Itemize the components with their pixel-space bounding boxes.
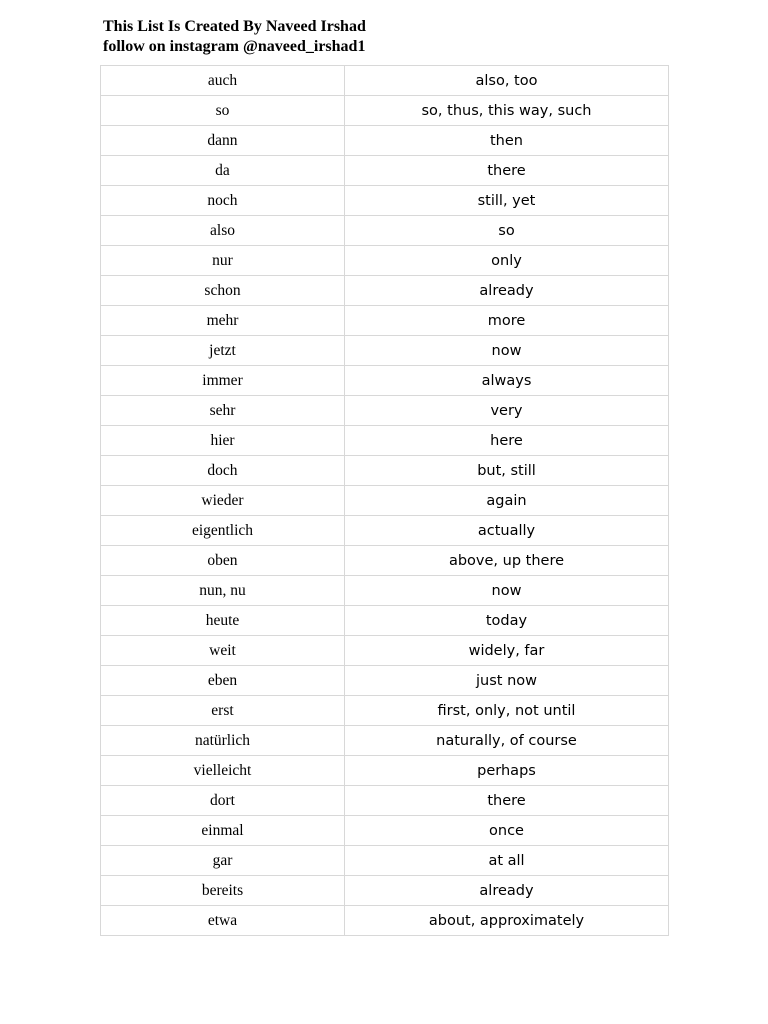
english-translation-cell: widely, far <box>345 636 669 666</box>
english-translation-cell: more <box>345 306 669 336</box>
table-row <box>101 216 669 246</box>
german-word-cell: gar <box>101 846 345 876</box>
german-word-cell: mehr <box>101 306 345 336</box>
german-word-cell: sehr <box>101 396 345 426</box>
english-translation-cell: once <box>345 816 669 846</box>
german-word-cell: etwa <box>101 906 345 936</box>
table-row <box>101 816 669 846</box>
english-translation-cell: perhaps <box>345 756 669 786</box>
table-row <box>101 726 669 756</box>
instagram-handle: follow on instagram @naveed_irshad1 <box>103 38 366 55</box>
table-row <box>101 276 669 306</box>
english-translation-cell: at all <box>345 846 669 876</box>
german-word-cell: einmal <box>101 816 345 846</box>
english-translation-cell: only <box>345 246 669 276</box>
english-translation-cell: very <box>345 396 669 426</box>
german-word-cell: wieder <box>101 486 345 516</box>
english-translation-cell: so <box>345 216 669 246</box>
vocabulary-table-body <box>101 66 669 936</box>
table-row <box>101 606 669 636</box>
table-row <box>101 546 669 576</box>
english-translation-cell: already <box>345 876 669 906</box>
english-translation-cell: about, approximately <box>345 906 669 936</box>
table-row <box>101 486 669 516</box>
german-word-cell: nur <box>101 246 345 276</box>
table-row <box>101 786 669 816</box>
german-word-cell: nun, nu <box>101 576 345 606</box>
author-credit: This List Is Created By Naveed Irshad <box>103 18 366 35</box>
table-row <box>101 396 669 426</box>
table-row <box>101 306 669 336</box>
german-word-cell: hier <box>101 426 345 456</box>
german-word-cell: da <box>101 156 345 186</box>
table-row <box>101 696 669 726</box>
english-translation-cell: naturally, of course <box>345 726 669 756</box>
german-word-cell: immer <box>101 366 345 396</box>
english-translation-cell: just now <box>345 666 669 696</box>
german-word-cell: erst <box>101 696 345 726</box>
english-translation-cell: then <box>345 126 669 156</box>
table-row <box>101 666 669 696</box>
table-row <box>101 876 669 906</box>
german-word-cell: dann <box>101 126 345 156</box>
german-word-cell: bereits <box>101 876 345 906</box>
table-row <box>101 576 669 606</box>
english-translation-cell: actually <box>345 516 669 546</box>
english-translation-cell: so, thus, this way, such <box>345 96 669 126</box>
german-word-cell: weit <box>101 636 345 666</box>
table-row <box>101 846 669 876</box>
german-word-cell: dort <box>101 786 345 816</box>
english-translation-cell: still, yet <box>345 186 669 216</box>
german-word-cell: eigentlich <box>101 516 345 546</box>
english-translation-cell: first, only, not until <box>345 696 669 726</box>
table-row <box>101 186 669 216</box>
german-word-cell: vielleicht <box>101 756 345 786</box>
table-row <box>101 126 669 156</box>
table-row <box>101 516 669 546</box>
table-row <box>101 906 669 936</box>
english-translation-cell: but, still <box>345 456 669 486</box>
german-word-cell: noch <box>101 186 345 216</box>
table-row <box>101 156 669 186</box>
german-word-cell: doch <box>101 456 345 486</box>
english-translation-cell: there <box>345 156 669 186</box>
table-row <box>101 456 669 486</box>
table-row <box>101 246 669 276</box>
english-translation-cell: again <box>345 486 669 516</box>
table-row <box>101 336 669 366</box>
table-row <box>101 636 669 666</box>
english-translation-cell: already <box>345 276 669 306</box>
table-row <box>101 366 669 396</box>
german-word-cell: so <box>101 96 345 126</box>
english-translation-cell: there <box>345 786 669 816</box>
german-word-cell: schon <box>101 276 345 306</box>
german-word-cell: jetzt <box>101 336 345 366</box>
table-row <box>101 96 669 126</box>
german-word-cell: eben <box>101 666 345 696</box>
english-translation-cell: above, up there <box>345 546 669 576</box>
english-translation-cell: also, too <box>345 66 669 96</box>
english-translation-cell: now <box>345 336 669 366</box>
german-word-cell: also <box>101 216 345 246</box>
table-row <box>101 756 669 786</box>
table-row <box>101 426 669 456</box>
german-word-cell: heute <box>101 606 345 636</box>
english-translation-cell: now <box>345 576 669 606</box>
vocabulary-table <box>100 65 669 936</box>
english-translation-cell: today <box>345 606 669 636</box>
table-row <box>101 66 669 96</box>
document-header <box>103 17 663 57</box>
german-word-cell: natürlich <box>101 726 345 756</box>
english-translation-cell: here <box>345 426 669 456</box>
german-word-cell: auch <box>101 66 345 96</box>
english-translation-cell: always <box>345 366 669 396</box>
german-word-cell: oben <box>101 546 345 576</box>
